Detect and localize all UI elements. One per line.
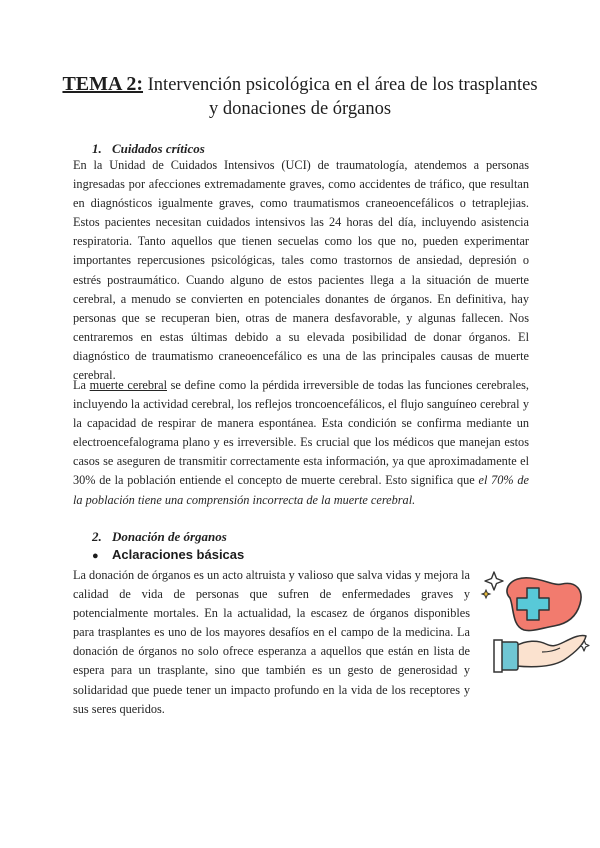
title-topic-label: TEMA 2: [62,73,144,95]
sleeve-edge [494,640,502,672]
sparkle-large-icon [485,572,503,590]
title-text: Intervención psicológica en el área de los trasplantes y donaciones de órganos [143,75,538,119]
section-1-heading [92,141,205,157]
paragraph-2-emphasis: el 70% de la población tiene una comprensión incorrecta de la muerte cerebral. [73,473,529,507]
section-2-title: Donación de órganos [112,529,227,544]
term-muerte-cerebral: muerte cerebral [89,378,167,392]
paragraph-2-start: La [73,378,90,392]
section-1-paragraph-2 [73,376,529,510]
section-1-number: 1. [92,141,102,156]
bullet-label: Aclaraciones básicas [112,547,245,562]
page-title [60,72,540,121]
section-1-paragraph-1: En la Unidad de Cuidados Intensivos (UCI) de traumatología, atendemos a personas ingresadas por afecciones extremadamente graves, como accidentes de tráfico, que resultan en diagnósticos igualmente graves, como traumatismos craneoencefálicos o tetraplejias. Estos pacientes necesitan cuidados intensivos las 24 horas del día, incluyendo asistencia respiratoria. Tanto aquellos que tienen secuelas como los que no, pueden experimentar importantes repercusiones psicológicas, tales como trastornos de ansiedad, depresión o estrés postraumático. Cuando alguno de estos pacientes llega a la situación de muerte cerebral, a menudo se convierten en potenciales donantes de órganos. En definitiva, hay personas que se recuperan bien, otras de manera desfavorable, y algunas fallecen. Nos centraremos en estas últimas debido a su elevada posibilidad de donar órganos. El diagnóstico de traumatismo craneoencefálico es una de las principales causas de muerte cerebral. [73,158,529,383]
section-2-paragraph-1: La donación de órganos es un acto altruista y valioso que salva vidas y mejora la calidad de vida de personas que sufren de enfermedades graves y potencialmente mortales. En la actualidad, la escasez de órganos disponibles para trasplantes es uno de los mayores desafíos en el campo de la medicina. La donación de órganos no solo ofrece esperanza a aquellos que están en lista de espera para un trasplante, sino que también es un gesto de generosidad y solidaridad que puede tener un impacto profundo en la vida de los receptores y sus seres queridos. [73,568,470,716]
organ-donation-illustration [480,568,590,678]
sparkle-small-icon [482,590,490,598]
section-2-heading [92,529,227,545]
section-2-number: 2. [92,529,102,544]
bullet-basic-clarifications [92,547,244,562]
section-1-title: Cuidados críticos [112,141,205,156]
paragraph-2-body: se define como la pérdida irreversible de todas las funciones cerebrales, incluyendo la actividad cerebral, los reflejos troncoencefálicos, el flujo sanguíneo cerebral y la capacidad de respirar de manera espontánea. Esta condición se confirma mediante un electroencefalograma plano y es irreversible. Es crucial que los médicos que manejan estos casos se aseguren de transmitir correctamente esta información, ya que aproximadamente el 30% de la población entiende el concepto de muerte cerebral. Esto significa que [73,378,530,488]
bullet-dot-icon: ● [92,550,99,562]
